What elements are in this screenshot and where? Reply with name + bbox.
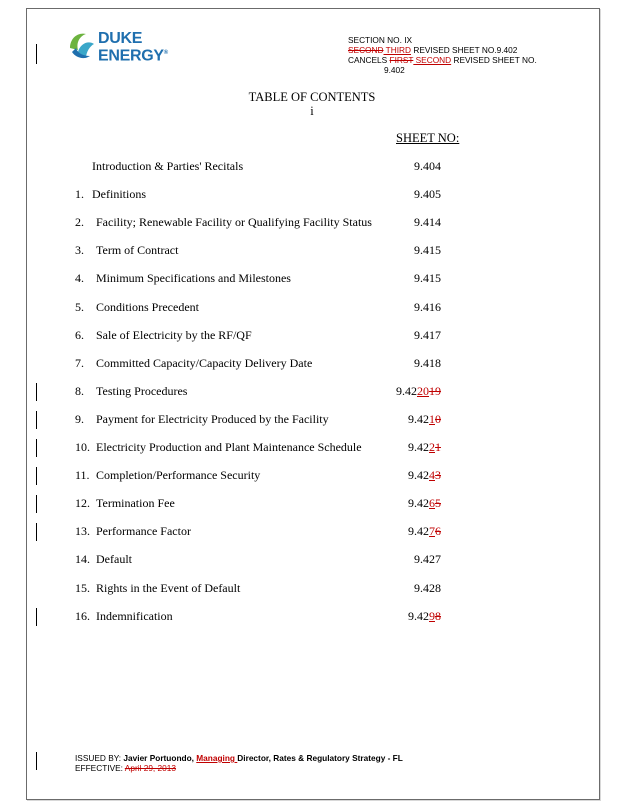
- toc-item-label: Termination Fee: [96, 496, 175, 511]
- toc-row: [0, 300, 624, 316]
- revision-change-bar: [36, 439, 37, 457]
- revision-change-bar: [36, 523, 37, 541]
- toc-row: [0, 215, 624, 231]
- inserted-text: THIRD: [383, 45, 412, 55]
- toc-item-sheet-number: 9.4210: [408, 411, 441, 426]
- toc-item-label: Term of Contract: [96, 243, 179, 258]
- toc-item-sheet-number: 9.4243: [408, 468, 441, 483]
- inserted-text: 7: [429, 524, 435, 539]
- toc-item-sheet-number: 9.415: [414, 243, 441, 258]
- toc-item-sheet-number: 9.422019: [396, 383, 441, 398]
- toc-item-label: Payment for Electricity Produced by the Facility: [96, 411, 329, 426]
- inserted-text: 20: [417, 383, 429, 398]
- toc-item-label: Testing Procedures: [96, 383, 188, 398]
- effective-line: EFFECTIVE: April 29, 2013: [75, 763, 176, 773]
- toc-item-label: Electricity Production and Plant Maintenance Schedule: [96, 440, 362, 454]
- toc-item-sheet-number: 9.4221: [408, 440, 441, 454]
- issued-by-line: ISSUED BY: Javier Portuondo, Managing Director, Rates & Regulatory Strategy - FL: [75, 753, 403, 763]
- toc-item-sheet-number: 9.4276: [408, 524, 441, 539]
- struck-text: SECOND: [348, 45, 384, 55]
- toc-item-number: 4.: [75, 271, 84, 286]
- toc-title-block: [0, 90, 624, 118]
- toc-row: [0, 552, 624, 568]
- toc-item-label: Rights in the Event of Default: [96, 580, 241, 595]
- revision-change-bar: [36, 44, 37, 64]
- toc-item-label: Sale of Electricity by the RF/QF: [96, 327, 252, 342]
- inserted-text: 4: [429, 468, 435, 483]
- page-title: TABLE OF CONTENTS: [248, 90, 376, 104]
- toc-item-label: Indemnification: [96, 608, 173, 623]
- toc-item-number: 2.: [75, 215, 84, 230]
- toc-item-number: 13.: [75, 524, 90, 539]
- toc-item-sheet-number: 9.417: [414, 327, 441, 342]
- toc-item-label: Facility; Renewable Facility or Qualifying Facility Status: [96, 215, 372, 230]
- revision-change-bar: [36, 383, 37, 401]
- toc-item-number: 6.: [75, 327, 84, 342]
- duke-energy-logo: [66, 28, 176, 68]
- inserted-text: 2: [429, 440, 435, 454]
- toc-row: [0, 524, 624, 540]
- cancels-line: CANCELS FIRST SECOND REVISED SHEET NO.: [348, 55, 537, 65]
- toc-item-label: Conditions Precedent: [96, 299, 199, 314]
- struck-text: 1: [435, 440, 441, 454]
- toc-row: [0, 384, 624, 400]
- toc-item-number: 12.: [75, 496, 90, 511]
- logo-line-2: ENERGY®: [98, 47, 168, 65]
- revision-change-bar: [36, 467, 37, 485]
- inserted-text: 9: [429, 608, 435, 623]
- struck-text: 0: [435, 411, 441, 426]
- struck-text: 6: [435, 524, 441, 539]
- struck-text: FIRST: [389, 55, 414, 65]
- document-page: [26, 8, 600, 800]
- logo-line-1: DUKE: [98, 30, 143, 47]
- toc-item-sheet-number: 9.416: [414, 299, 441, 314]
- toc-item-number: 7.: [75, 355, 84, 370]
- inserted-text: SECOND: [413, 55, 452, 65]
- sheet-header-block: [348, 35, 537, 75]
- toc-item-label: Committed Capacity/Capacity Delivery Date: [96, 355, 313, 370]
- footer: [75, 753, 403, 773]
- toc-row: [0, 609, 624, 625]
- toc-row: [0, 271, 624, 287]
- toc-row: [0, 328, 624, 344]
- toc-row: [0, 440, 624, 456]
- struck-text: April 29, 2013: [124, 763, 176, 773]
- revision-change-bar: [36, 608, 37, 626]
- toc-item-label: Default: [96, 552, 132, 567]
- toc-item-number: 16.: [75, 608, 90, 623]
- toc-item-sheet-number: 9.414: [414, 215, 441, 230]
- toc-item-number: 11.: [75, 468, 90, 483]
- revision-change-bar: [36, 411, 37, 429]
- toc-item-label: Performance Factor: [96, 524, 191, 539]
- toc-item-sheet-number: 9.4265: [408, 496, 441, 511]
- revision-change-bar: [36, 495, 37, 513]
- toc-item-number: 5.: [75, 299, 84, 314]
- section-number: SECTION NO. IX: [348, 35, 413, 45]
- struck-text: 3: [435, 468, 441, 483]
- toc-item-number: 1.: [75, 187, 84, 202]
- toc-row: [0, 243, 624, 259]
- struck-text: 5: [435, 496, 441, 511]
- toc-item-number: 3.: [75, 243, 84, 258]
- duke-energy-logo-mark: [66, 28, 98, 64]
- toc-row: [0, 581, 624, 597]
- struck-text: 8: [435, 608, 441, 623]
- toc-item-label: Definitions: [92, 187, 146, 202]
- toc-item-label: Completion/Performance Security: [96, 468, 261, 483]
- toc-item-sheet-number: 9.404: [414, 159, 441, 173]
- toc-row: [0, 356, 624, 372]
- page-subtitle: i: [310, 104, 314, 118]
- toc-item-sheet-number: 9.427: [414, 552, 441, 567]
- toc-row: [0, 187, 624, 203]
- cancels-sheet-number: 9.402: [384, 65, 405, 75]
- toc-item-number: 14.: [75, 552, 90, 567]
- toc-item-number: 8.: [75, 383, 84, 398]
- toc-item-sheet-number: 9.405: [414, 187, 441, 202]
- toc-row: [0, 496, 624, 512]
- toc-item-sheet-number: 9.4298: [408, 608, 441, 623]
- trademark-symbol: ®: [163, 50, 168, 56]
- toc-item-label: Introduction & Parties' Recitals: [92, 159, 244, 173]
- toc-item-number: 15.: [75, 580, 90, 595]
- revised-sheet-line: SECOND THIRD REVISED SHEET NO.9.402: [348, 45, 518, 55]
- toc-item-number: 9.: [75, 411, 84, 426]
- toc-row: [0, 412, 624, 428]
- toc-item-label: Minimum Specifications and Milestones: [96, 271, 291, 286]
- inserted-text: 6: [429, 496, 435, 511]
- toc-item-number: 10.: [75, 440, 90, 454]
- toc-item-sheet-number: 9.418: [414, 355, 441, 370]
- toc-row: [0, 159, 624, 175]
- toc-row: [0, 468, 624, 484]
- toc-item-sheet-number: 9.415: [414, 271, 441, 286]
- logo-wordmark: [98, 31, 168, 63]
- revision-change-bar: [36, 752, 37, 770]
- inserted-text: Managing: [196, 753, 238, 763]
- toc-item-sheet-number: 9.428: [414, 580, 441, 595]
- inserted-text: 1: [429, 411, 435, 426]
- struck-text: 19: [429, 383, 441, 398]
- sheet-number-column-header: SHEET NO:: [396, 131, 460, 145]
